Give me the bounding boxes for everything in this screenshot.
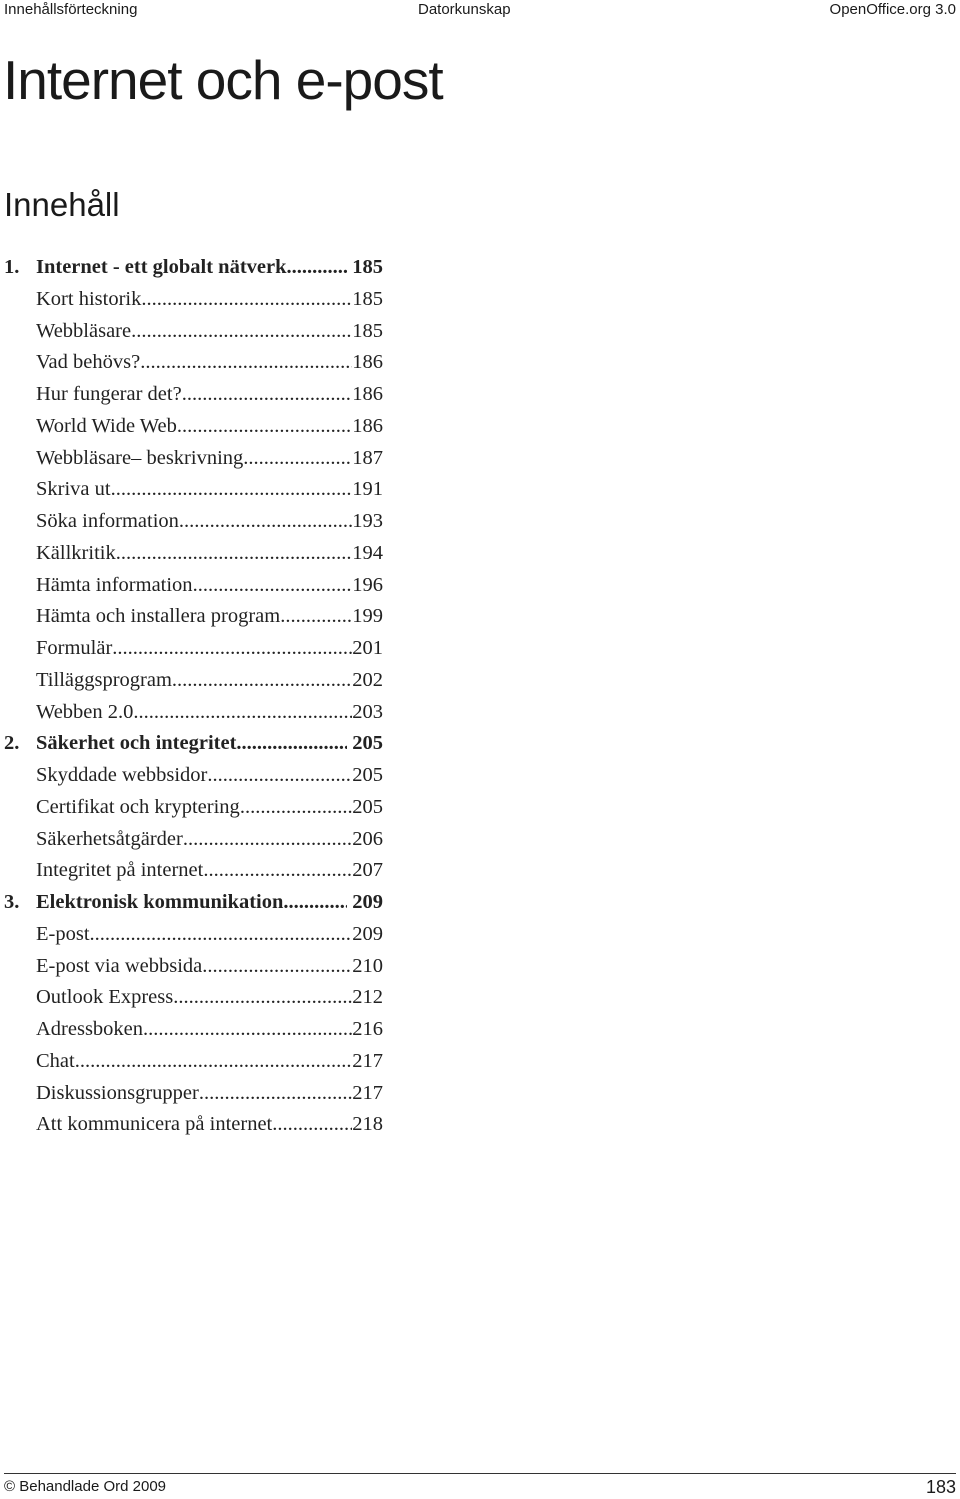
toc-entry[interactable] [0,411,400,443]
toc-entry-title: Chat [36,1049,75,1072]
toc-entry-row [36,697,383,729]
toc-entry[interactable] [0,379,400,411]
toc-entry-title: Adressboken [36,1018,144,1040]
toc-dot-leader [179,506,352,538]
toc-entry-page: 191 [352,478,383,501]
toc-entry-title: Tilläggsprogram [36,668,172,691]
toc-dot-leader [133,697,352,729]
toc-entry-title: Webben 2.0 [36,700,134,723]
toc-entry[interactable] [0,506,400,538]
toc-dot-leader [202,951,352,983]
toc-dot-leader [287,252,348,284]
toc-entry-title: Integritet på internet [36,859,204,882]
toc-entry[interactable] [0,633,400,665]
toc-entry-row [36,601,383,633]
toc-dot-leader [111,474,353,506]
toc-entry-row [36,728,383,760]
toc-entry-title: Hämta information [36,573,193,596]
toc-entry-page: 187 [352,446,383,469]
toc-entry-page: 185 [352,256,383,278]
toc-dot-leader [240,792,352,824]
toc-entry-title: E-post [36,922,90,945]
toc-entry-page: 218 [352,1113,383,1136]
toc-entry-row [36,760,383,792]
toc-dot-leader [272,1109,352,1141]
toc-entry-page: 205 [352,732,383,755]
footer-copyright: © Behandlade Ord 2009 [4,1478,167,1495]
toc-entry-title: Outlook Express [36,986,174,1009]
toc-entry[interactable] [0,1109,400,1141]
toc-chapter-entry[interactable] [0,728,400,760]
toc-entry-row [36,316,383,348]
toc-dot-leader [141,284,352,316]
toc-entry[interactable] [0,951,400,983]
toc-entry-title: Certifikat och kryptering [36,795,240,818]
toc-entry[interactable] [0,601,400,633]
toc-entry-title: Elektronisk kommunikation [36,891,284,913]
toc-entry-title: Kort historik [36,287,142,310]
toc-dot-leader [116,538,353,570]
toc-entry-row [36,379,383,411]
toc-dot-leader [199,1078,352,1110]
running-header [0,0,960,20]
toc-entry-row [36,919,383,951]
toc-entry[interactable] [0,697,400,729]
toc-entry-page: 212 [352,986,383,1009]
chapter-title: Internet och e-post [3,49,443,111]
toc-entry-title: Säkerhet och integritet [36,732,237,755]
toc-entry-page: 207 [352,859,383,882]
header-book-title: Datorkunskap [418,1,511,18]
toc-entry[interactable] [0,855,400,887]
toc-entry-row [36,633,383,665]
toc-entry[interactable] [0,760,400,792]
toc-entry-title: World Wide Web [36,414,177,437]
toc-entry[interactable] [0,1014,400,1046]
toc-entry-title: E-post via webbsida [36,954,203,977]
toc-entry-page: 194 [352,541,383,564]
toc-entry-page: 209 [352,922,383,945]
toc-entry[interactable] [0,982,400,1014]
toc-entry-title: Vad behövs? [36,351,141,374]
toc-entry-title: Källkritik [36,541,116,564]
toc-entry-row [36,855,383,887]
toc-entry-title: Webbläsare– beskrivning [36,446,244,469]
toc-entry-row [36,347,383,379]
toc-entry-row [36,1109,383,1141]
toc-entry[interactable] [0,538,400,570]
toc-dot-leader [283,887,347,919]
toc-entry[interactable] [0,443,400,475]
toc-entry-row [36,1014,383,1046]
toc-entry[interactable] [0,919,400,951]
toc-entry-row [36,1046,383,1078]
toc-entry-page: 209 [352,891,383,913]
toc-dot-leader [112,633,352,665]
toc-dot-leader [236,728,347,760]
toc-dot-leader [172,665,352,697]
toc-entry-title: Internet - ett globalt nätverk [36,256,287,278]
toc-entry-row [36,951,383,983]
toc-entry-page: 186 [352,351,383,374]
toc-entry-page: 217 [352,1049,383,1072]
toc-entry-row [36,284,383,316]
toc-entry-title: Diskussionsgrupper [36,1081,199,1104]
toc-entry[interactable] [0,474,400,506]
toc-dot-leader [131,316,352,348]
toc-entry-row [36,982,383,1014]
toc-entry-row [36,443,383,475]
toc-entry[interactable] [0,347,400,379]
toc-entry-row [36,506,383,538]
toc-entry-page: 205 [352,795,383,818]
toc-chapter-entry[interactable] [0,252,400,284]
footer-page-number: 183 [925,1477,956,1497]
toc-entry-page: 205 [352,764,383,786]
toc-dot-leader [280,601,352,633]
toc-entry-page: 199 [352,605,383,628]
toc-entry-page: 185 [352,287,383,310]
toc-entry-page: 210 [352,954,383,977]
toc-entry-page: 186 [352,383,383,405]
toc-entry[interactable] [0,792,400,824]
toc-chapter-entry[interactable] [0,887,400,919]
toc-entry-page: 201 [352,637,383,659]
toc-entry-title: Hur fungerar det? [36,383,182,405]
toc-entry-page: 203 [352,700,383,723]
toc-entry-page: 196 [352,573,383,596]
toc-dot-leader [183,824,352,856]
toc-entry-page: 217 [352,1081,383,1104]
toc-dot-leader [140,347,352,379]
toc-entry[interactable] [0,316,400,348]
footer-divider [4,1473,956,1474]
toc-dot-leader [243,443,352,475]
toc-entry-page: 193 [352,510,383,532]
table-of-contents [0,252,400,1141]
toc-entry[interactable] [0,824,400,856]
toc-dot-leader [203,855,352,887]
toc-entry-title: Skyddade webbsidor [36,764,208,786]
toc-entry-row [36,824,383,856]
toc-entry-page: 202 [352,668,383,691]
toc-dot-leader [90,919,353,951]
toc-entry-row [36,538,383,570]
toc-heading: Innehåll [4,186,120,223]
toc-dot-leader [207,760,352,792]
toc-entry[interactable] [0,570,400,602]
toc-entry-row [36,411,383,443]
header-section-title: Innehållsförteckning [4,1,138,18]
toc-entry-title: Söka information [36,510,179,532]
toc-entry-title: Hämta och installera program [36,605,281,628]
toc-entry[interactable] [0,1046,400,1078]
toc-entry-title: Webbläsare [36,319,132,342]
toc-entry-row [36,252,383,284]
toc-entry-page: 216 [352,1018,383,1040]
toc-dot-leader [143,1014,352,1046]
toc-entry-title: Skriva ut [36,478,111,501]
toc-dot-leader [182,379,353,411]
toc-entry-page: 186 [352,414,383,437]
toc-entry-row [36,1078,383,1110]
toc-dot-leader [75,1046,353,1078]
toc-entry[interactable] [0,665,400,697]
toc-entry-row [36,474,383,506]
toc-chapter-number: 3. [4,891,20,913]
toc-entry-row [36,887,383,919]
toc-dot-leader [193,570,353,602]
toc-dot-leader [173,982,352,1014]
toc-dot-leader [177,411,352,443]
toc-entry-title: Att kommunicera på internet [36,1113,273,1136]
toc-entry-row [36,570,383,602]
toc-entry-page: 206 [352,827,383,850]
toc-entry-row [36,792,383,824]
toc-chapter-number: 2. [4,732,20,755]
header-software-version: OpenOffice.org 3.0 [829,1,956,18]
toc-entry[interactable] [0,1078,400,1110]
toc-entry-row [36,665,383,697]
toc-entry[interactable] [0,284,400,316]
toc-entry-page: 185 [352,319,383,342]
toc-entry-title: Säkerhetsåtgärder [36,827,183,850]
toc-entry-title: Formulär [36,637,113,659]
toc-chapter-number: 1. [4,256,20,278]
